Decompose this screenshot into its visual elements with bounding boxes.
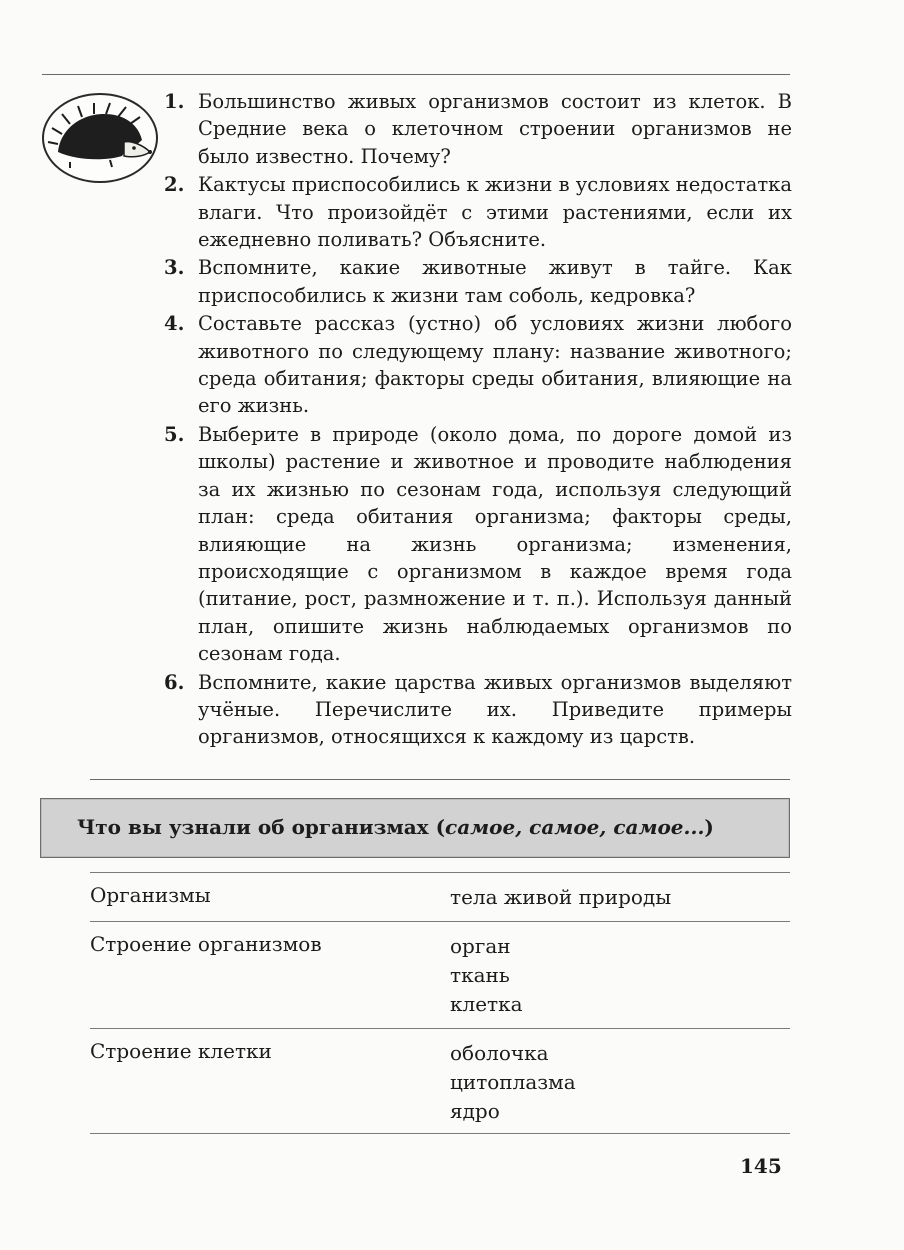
top-divider (42, 74, 790, 75)
summary-header (40, 798, 790, 858)
question-number: 2. (164, 173, 185, 197)
definition-line: тела живой природы (450, 885, 672, 909)
table-term: Строение организмов (90, 932, 322, 956)
question-text: Вспомните, какие царства живых организмов выделяют учёные. Перечислите их. Приведите примеры организмов, относящихся к каждому из царств. (198, 670, 792, 749)
question-item (162, 88, 792, 170)
table-definition (450, 883, 671, 912)
table-definition (450, 1039, 576, 1126)
table-row (90, 921, 790, 1028)
table-term: Строение клетки (90, 1039, 272, 1063)
question-number: 5. (164, 422, 185, 446)
definition-line: ткань (450, 963, 510, 987)
question-text: Кактусы приспособились к жизни в условиях недостатка влаги. Что произойдёт с этими растениями, если их ежедневно поливать? Объясните. (198, 173, 792, 252)
definition-line: оболочка (450, 1041, 549, 1065)
question-item (162, 669, 792, 751)
summary-title (77, 815, 714, 839)
table-term: Организмы (90, 883, 211, 907)
question-number: 3. (164, 256, 185, 280)
table-definition (450, 932, 523, 1019)
hedgehog-icon (40, 90, 162, 186)
question-item (162, 254, 792, 309)
summary-title-text: Что вы узнали об организмах ( (77, 815, 446, 839)
question-list (162, 88, 792, 752)
page-number: 145 (740, 1154, 782, 1178)
question-number: 6. (164, 670, 185, 694)
definition-line: цитоплазма (450, 1070, 576, 1094)
question-text: Вспомните, какие животные живут в тайге. Как приспособились к жизни там соболь, кедровка? (198, 256, 792, 307)
section-divider (90, 779, 790, 780)
summary-table (90, 872, 790, 1134)
definition-line: клетка (450, 992, 523, 1016)
summary-title-italic: самое, самое, самое... (445, 815, 705, 839)
question-item (162, 421, 792, 668)
question-text: Составьте рассказ (устно) об условиях жизни любого животного по следующему плану: название животного; среда обитания; факторы среды обитания, влияющие на его жизнь. (198, 312, 792, 418)
question-item (162, 171, 792, 253)
table-row (90, 872, 790, 921)
question-text: Большинство живых организмов состоит из клеток. В Средние века о клеточном строении организмов не было известно. Почему? (198, 90, 792, 168)
definition-line: орган (450, 934, 511, 958)
summary-title-close: ) (704, 815, 714, 839)
question-number: 1. (164, 90, 185, 113)
question-number: 4. (164, 312, 185, 336)
question-item (162, 310, 792, 420)
question-text: Выберите в природе (около дома, по дороге домой из школы) растение и животное и проводите наблюдения за их жизнью по сезонам года, используя следующий план: среда обитания организма; факторы среды, влияющие на жизнь организма; изменения, происходящие с организмом в каждое время года (питание, рост, размножение и т. п.). Используя данный план, опишите жизнь наблюдаемых организмов по сезонам года. (198, 422, 792, 666)
table-row (90, 1028, 790, 1134)
definition-line: ядро (450, 1099, 500, 1123)
